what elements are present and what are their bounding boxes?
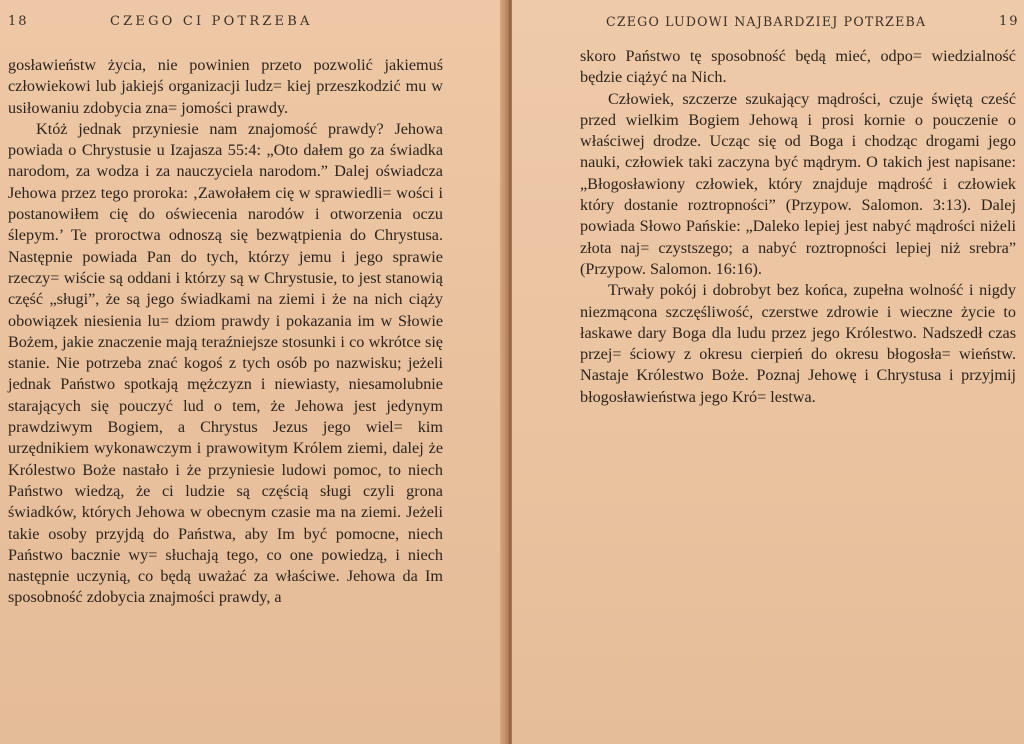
- right-page: [512, 0, 1024, 744]
- running-head: CZEGO LUDOWI NAJBARDZIEJ POTRZEBA: [606, 14, 927, 29]
- paragraph: gosławieństw życia, nie powinien przeto pozwolić jakiemuś człowiekowi lub jakiejś organizacji ludz= kiej przeszkodzić mu w usiłowaniu zdobycia zna= jomości prawdy.: [8, 56, 443, 117]
- paragraph: Człowiek, szczerze szukający mądrości, czuje świętą cześć przed wielkim Bogiem Jehową i prosi kornie o pouczenie o właściwej drodze. Ucząc się od Boga i chodząc drogami jego nauki, człowiek taki zaczyna być mądrym. O takich jest napisane: „Błogosławiony człowiek, który znajduje mądrość i człowiek który dostanie roztropności” (Przypow. Salomon. 3:13). Dalej powiada Słowo Pańskie: „Daleko lepiej jest nabyć mądrości niżeli złota naj= czystszego; a nabyć roztropności lepiej niż srebra” (Przypow. Salomon. 16:16).: [580, 89, 1016, 278]
- paragraph: skoro Państwo tę sposobność będą mieć, odpo= wiedzialność będzie ciążyć na Nich.: [580, 47, 1016, 87]
- paragraph: Trwały pokój i dobrobyt bez końca, zupełna wolność i nigdy niezmącona szczęśliwość, czerstwe zdrowie i wieczne życie to łaskawe dary Boga dla ludu przez jego Królestwo. Nadszedł czas przej= ściowy z okresu cierpień do okresu błogosła= wieństw. Nastaje Królestwo Boże. Poznaj Jehowę i Chrystusa i przyjmij błogosławieństwa jego Kró= lestwa.: [580, 281, 1016, 406]
- body-text: [8, 55, 443, 609]
- running-head: CZEGO CI POTRZEBA: [110, 14, 313, 29]
- left-page: [0, 0, 505, 744]
- body-text: [580, 46, 1016, 408]
- page-number: 19: [999, 14, 1020, 29]
- page-number: 18: [8, 14, 29, 29]
- paragraph: Któż jednak przyniesie nam znajomość prawdy? Jehowa powiada o Chrystusie u Izajasza 55:4: „Oto dałem go za świadka narodom, za wodza i za nauczyciela narodom.” Dalej oświadcza Jehowa przez tego proroka: ‚Zawołałem cię w sprawiedli= wości i postanowiłem cię do oświecenia narodów i otworzenia oczu ślepym.’ Te proroctwa odnoszą się bezwątpienia do Chrystusa. Następnie powiada Pan do tych, którzy jemu i jego sprawie rzeczy= wiście są oddani i którzy są w Chrystusie, to jest stanowią część „sługi”, że są jego świadkami na ziemi i że na nich ciąży obowiązek niesienia lu= dziom prawdy i pokazania im w Słowie Bożem, jakie znaczenie mają teraźniejsze stosunki i co wkrótce się stanie. Nie potrzeba znać kogoś z tych osób po nazwisku; jeżeli jednak Państwo spotkają mężczyzn i niewiasty, niesamolubnie starających się pouczyć lud o tem, że Jehowa jest jedynym prawdziwym Bogiem, a Chrystus Jezus jego wiel= kim urzędnikiem wykonawczym i prawowitym Królem ziemi, dalej że Królestwo Boże nastało i że przyniesie ludowi pomoc, to niech Państwo wiedzą, że ci ludzie są częścią sługi czyli grona świadków, których Jehowa w obecnym czasie ma na ziemi. Jeżeli takie osoby przyjdą do Państwa, aby Im być pomocne, niech Państwo bacznie wy= słuchają tego, co one powiedzą, i niech następnie uczynią, co będą uważać za właściwe. Jehowa da Im sposobność zdobycia znajmości prawdy, a: [8, 119, 443, 607]
